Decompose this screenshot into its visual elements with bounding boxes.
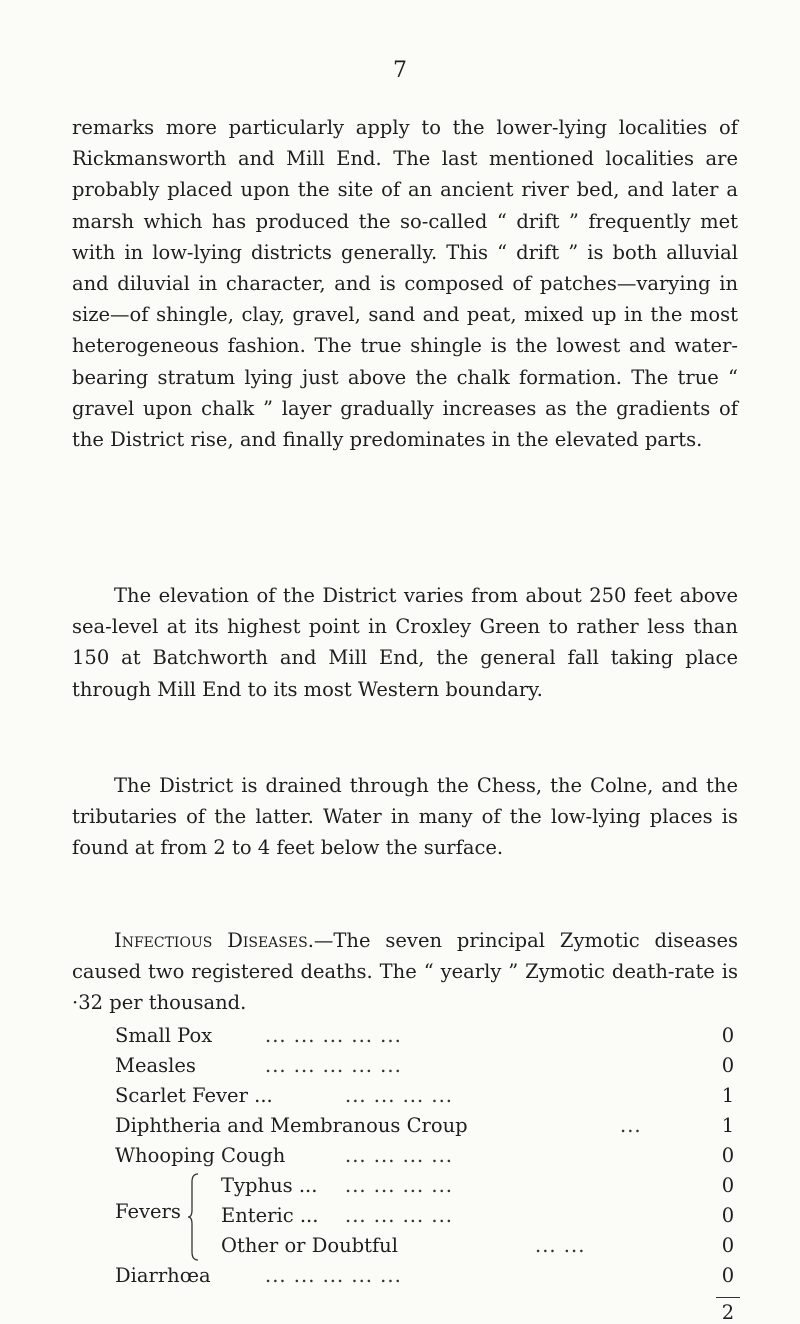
disease-label: Diphtheria and Membranous Croup [115, 1114, 468, 1137]
leader-dots: ... ... ... ... ... [265, 1054, 402, 1077]
death-count: 1 [721, 1084, 735, 1107]
leader-dots: ... ... ... ... ... [265, 1264, 402, 1287]
disease-label: Small Pox [115, 1024, 213, 1047]
disease-label: Enteric ... [221, 1204, 319, 1227]
section-body: —The seven principal Zymotic diseases caused two registered deaths. The “ yearly ” Zymotic death-rate is ·32 per thousand. [72, 929, 739, 1015]
leader-dots: ... ... ... ... [345, 1084, 453, 1107]
section-heading: Infectious Diseases. [114, 929, 314, 952]
table-row [115, 1050, 740, 1081]
table-row [115, 1110, 740, 1141]
death-total: 2 [721, 1301, 735, 1324]
paragraph-geology: remarks more particularly apply to the lower-lying localities of Rickmansworth and Mill End. The last mentioned localities are probably placed upon the site of an ancient river bed, and later a marsh which has produced the so-called “ drift ” frequently met with in low-lying districts generally. This “ drift ” is both alluvial and diluvial in character, and is composed of patches—varying in size—of shingle, clay, gravel, sand and peat, mixed up in the most heterogeneous fashion. The true shingle is the lowest and water-bearing stratum lying just above the chalk formation. The true “ gravel upon chalk ” layer gradually increases as the gradients of the District rise, and finally predominates in the elevated parts. [72, 116, 738, 452]
table-row [115, 1080, 740, 1111]
table-row [115, 1230, 740, 1261]
death-count: 0 [721, 1024, 735, 1047]
page-number: 7 [393, 58, 407, 83]
disease-label: Scarlet Fever ... [115, 1084, 273, 1107]
leader-dots: ... ... ... ... [345, 1174, 453, 1197]
paragraph-drainage: The District is drained through the Chess, the Colne, and the tributaries of the latter. Water in many of the low-lying places is found at from 2 to 4 feet below the surface. [72, 774, 738, 860]
disease-label: Measles [115, 1054, 196, 1077]
disease-label: Typhus ... [221, 1174, 318, 1197]
disease-label: Whooping Cough [115, 1144, 286, 1167]
paragraph-infectious-diseases [72, 925, 738, 1019]
leader-dots: ... ... ... ... [345, 1144, 453, 1167]
death-count: 0 [721, 1204, 735, 1227]
paragraph-elevation: The elevation of the District varies from about 250 feet above sea-level at its highest point in Croxley Green to rather less than 150 at Batchworth and Mill End, the general fall taking place through Mill End to its most Western boundary. [72, 584, 738, 701]
leader-dots: ... ... ... ... [345, 1204, 453, 1227]
disease-label: Other or Doubtful [221, 1234, 398, 1257]
table-row [115, 1260, 740, 1291]
death-count: 0 [721, 1054, 735, 1077]
death-count: 0 [721, 1234, 735, 1257]
table-row [115, 1020, 740, 1051]
leader-dots: ... ... [535, 1234, 586, 1257]
table-row [115, 1200, 740, 1231]
fevers-group-label: Fevers [115, 1200, 181, 1223]
death-count: 1 [721, 1114, 735, 1137]
total-rule [716, 1297, 740, 1298]
death-count: 0 [721, 1174, 735, 1197]
table-row [115, 1140, 740, 1171]
death-count: 0 [721, 1264, 735, 1287]
leader-dots: ... ... ... ... ... [265, 1024, 402, 1047]
fevers-brace [187, 1172, 199, 1262]
disease-label: Diarrhœa [115, 1264, 211, 1287]
table-row [115, 1170, 740, 1201]
leader-dots: ... [620, 1114, 642, 1137]
death-count: 0 [721, 1144, 735, 1167]
